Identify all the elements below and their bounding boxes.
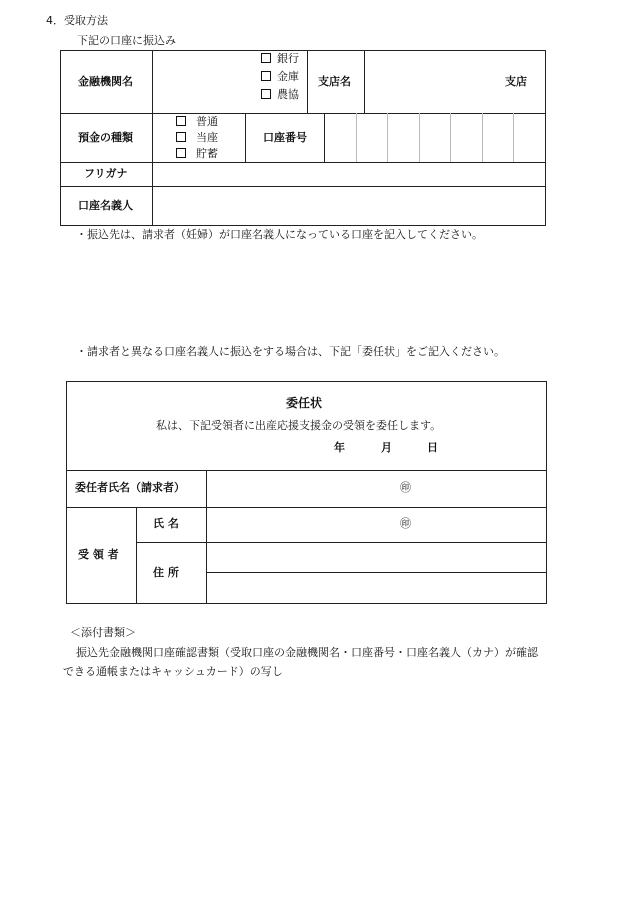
date-month: 月 bbox=[381, 441, 392, 454]
account-type-savings[interactable]: 貯蓄 bbox=[176, 147, 218, 161]
proxy-title: 委任状 bbox=[286, 396, 323, 410]
receiver-address-label: 住 所 bbox=[153, 566, 179, 579]
checkbox-icon[interactable] bbox=[261, 71, 271, 81]
receiver-seal-icon: ㊞ bbox=[400, 517, 411, 530]
section-subtitle: 下記の口座に振込み bbox=[77, 34, 176, 47]
delegator-label: 委任者氏名（請求者） bbox=[75, 481, 185, 494]
receiver-label: 受 領 者 bbox=[78, 548, 119, 561]
holder-label: 口座名義人 bbox=[78, 199, 133, 212]
institution-label: 金融機関名 bbox=[78, 75, 133, 88]
institution-option-bank[interactable]: 銀行 bbox=[261, 52, 299, 66]
checkbox-icon[interactable] bbox=[261, 89, 271, 99]
attachments-line-2: できる通帳またはキャッシュカード）の写し bbox=[63, 665, 283, 678]
account-type-label: 預金の種類 bbox=[78, 131, 133, 144]
account-number-label: 口座番号 bbox=[263, 131, 307, 144]
attachments-line-1: 振込先金融機関口座確認書類（受取口座の金融機関名・口座番号・口座名義人（カナ）が確認 bbox=[76, 646, 538, 659]
note-proxy: ・請求者と異なる口座名義人に振込をする場合は、下記「委任状」をご記入ください。 bbox=[76, 345, 505, 358]
note-account-holder: ・振込先は、請求者（妊婦）が口座名義人になっている口座を記入してください。 bbox=[76, 228, 483, 241]
checkbox-icon[interactable] bbox=[176, 148, 186, 158]
delegator-seal-icon: ㊞ bbox=[400, 481, 411, 494]
attachments-heading: ＜添付書類＞ bbox=[70, 626, 136, 639]
furigana-label: フリガナ bbox=[84, 167, 128, 180]
section-title: 4．受取方法 bbox=[46, 14, 108, 27]
receiver-name-label: 氏 名 bbox=[153, 517, 179, 530]
date-day: 日 bbox=[427, 441, 438, 454]
date-year: 年 bbox=[334, 441, 345, 454]
proxy-statement: 私は、下記受領者に出産応援支援金の受領を委任します。 bbox=[156, 419, 442, 432]
checkbox-icon[interactable] bbox=[261, 53, 271, 63]
checkbox-icon[interactable] bbox=[176, 132, 186, 142]
branch-label: 支店名 bbox=[318, 75, 351, 88]
branch-suffix: 支店 bbox=[505, 75, 527, 88]
institution-option-agri-coop[interactable]: 農協 bbox=[261, 88, 299, 102]
account-type-current[interactable]: 当座 bbox=[176, 131, 218, 145]
institution-option-credit-union[interactable]: 金庫 bbox=[261, 70, 299, 84]
checkbox-icon[interactable] bbox=[176, 116, 186, 126]
account-type-ordinary[interactable]: 普通 bbox=[176, 115, 218, 129]
